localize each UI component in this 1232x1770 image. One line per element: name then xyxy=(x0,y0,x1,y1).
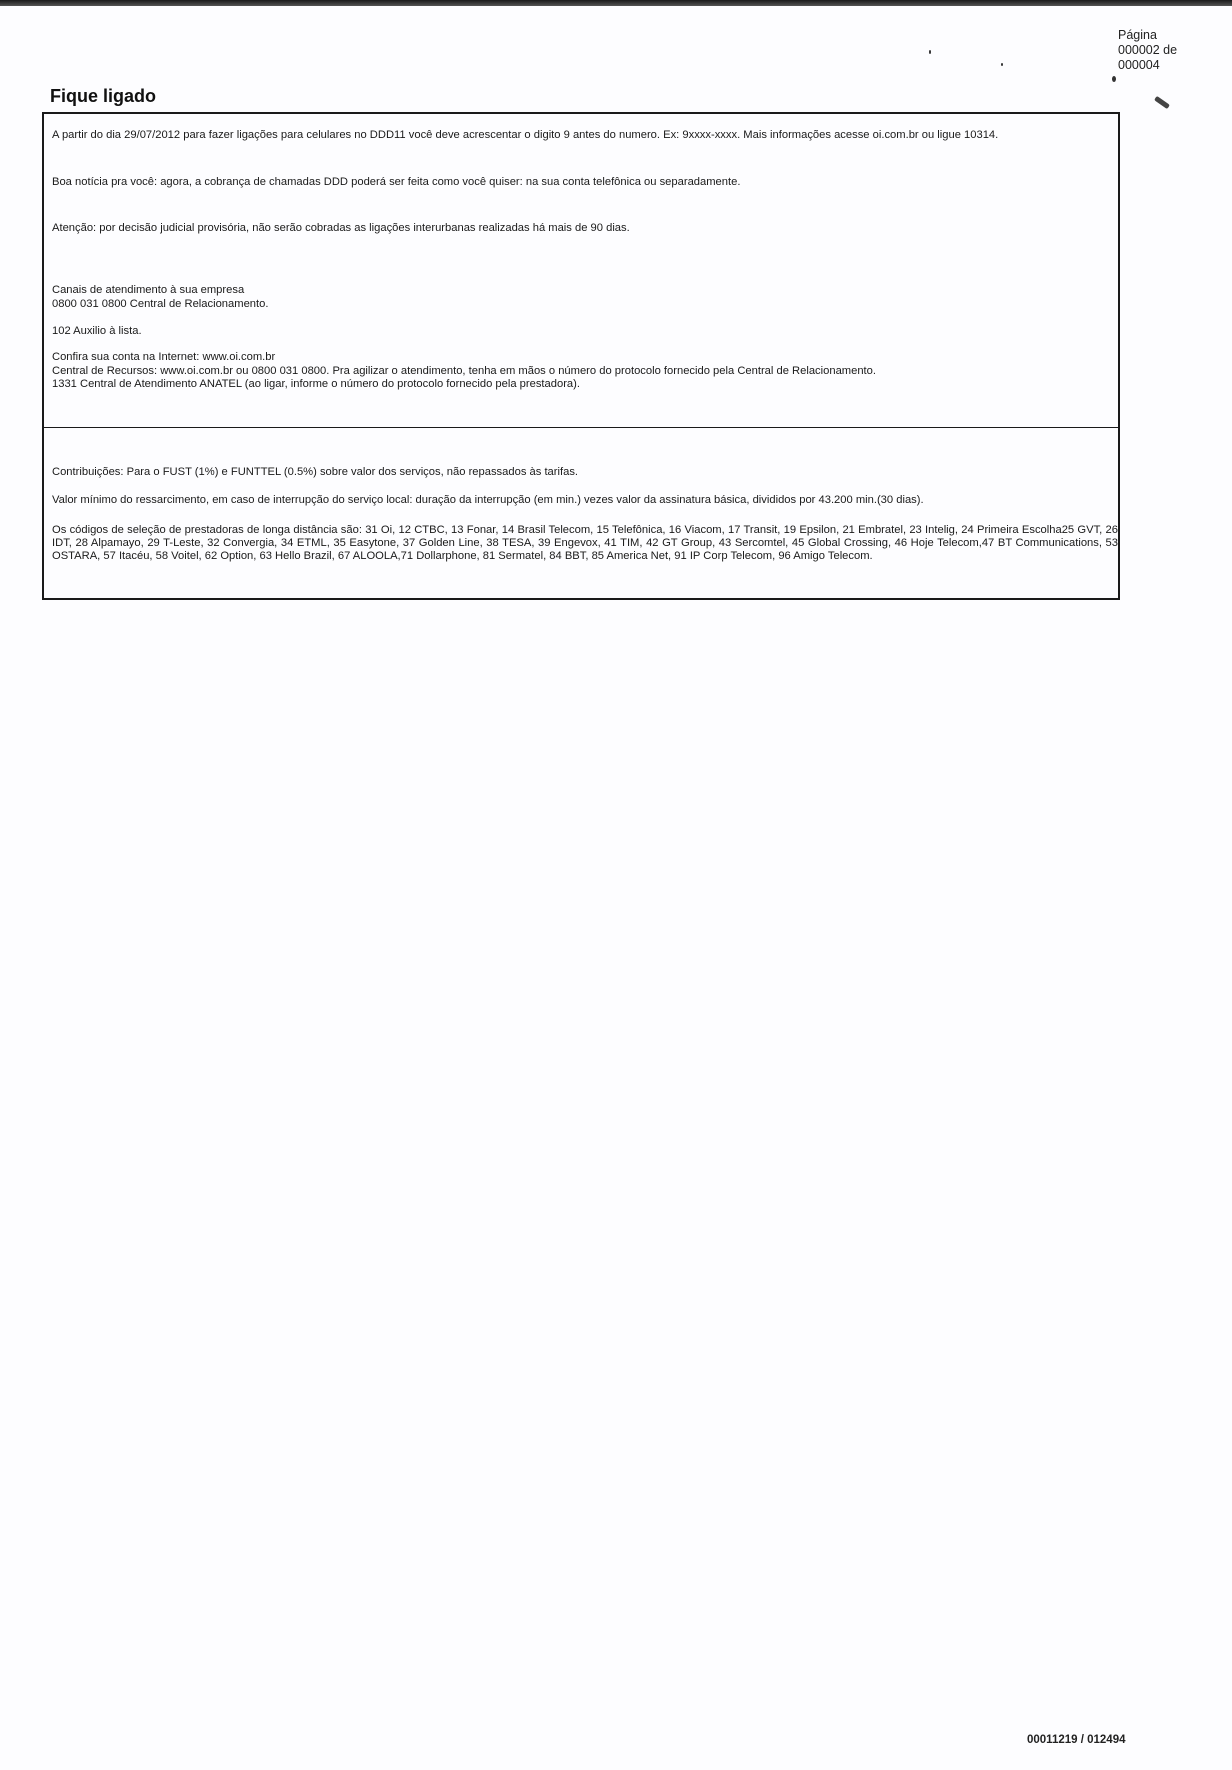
scan-top-edge xyxy=(0,0,1232,6)
scan-speck xyxy=(1112,76,1116,82)
resource-center: Central de Recursos: www.oi.com.br ou 0800 031 0800. Pra agilizar o atendimento, tenha em mãos o número do protocolo fornecido pela Central de Relacionamento. xyxy=(52,365,876,377)
anatel-notice: 1331 Central de Atendimento ANATEL (ao ligar, informe o número do protocolo fornecido pela prestadora). xyxy=(52,378,580,390)
carrier-codes-text: Os códigos de seleção de prestadoras de longa distância são: 31 Oi, 12 CTBC, 13 Fonar, 14 Brasil Telecom, 15 Telefônica, 16 Viacom, 17 Transit, 19 Epsilon, 21 Embratel, 23 Intelig, 24 Primeira Escolha25 GVT, 26 IDT, 28 Alpamayo, 29 T-Leste, 32 Convergia, 34 ETML, 35 Easytone, 37 Golden Line, 38 TESA, 39 Engevox, 41 TIM, 42 GT Group, 43 Sercomtel, 45 Global Crossing, 46 Hoje Telecom,47 BT Communications, 53 OSTARA, 57 Itacéu, 58 Voitel, 62 Option, 63 Hello Brazil, 67 ALOOLA,71 Dollarphone, 81 Sermatel, 84 BBT, 85 America Net, 91 IP Corp Telecom, 96 Amigo Telecom. xyxy=(52,524,1118,562)
scan-speck xyxy=(1001,63,1003,66)
ddd11-notice: A partir do dia 29/07/2012 para fazer ligações para celulares no DDD11 você deve acrescentar o digito 9 antes do numero. Ex: 9xxxx-xxxx. Mais informações acesse oi.com.br ou ligue 10314. xyxy=(52,129,999,141)
billing-notice: Boa notícia pra você: agora, a cobrança de chamadas DDD poderá ser feita como você quiser: na sua conta telefônica ou separadamente. xyxy=(52,176,741,188)
reimbursement-text: Valor mínimo do ressarcimento, em caso de interrupção do serviço local: duração da interrupção (em min.) vezes valor da assinatura básica, divididos por 43.200 min.(30 dias). xyxy=(52,494,924,506)
section-title: Fique ligado xyxy=(50,86,156,106)
page-label: Página xyxy=(1118,28,1157,42)
online-bill: Confira sua conta na Internet: www.oi.com.br xyxy=(52,351,276,363)
document-code: 00011219 / 012494 xyxy=(1027,1734,1126,1746)
scan-speck xyxy=(929,50,931,54)
channels-phone: 0800 031 0800 Central de Relacionamento. xyxy=(52,298,269,310)
judicial-notice: Atenção: por decisão judicial provisória, não serão cobradas as ligações interurbanas realizadas há mais de 90 dias. xyxy=(52,222,630,234)
directory-assistance: 102 Auxilio à lista. xyxy=(52,325,142,337)
page-total: 000004 xyxy=(1118,58,1160,72)
contributions-text: Contribuições: Para o FUST (1%) e FUNTTEL (0.5%) sobre valor dos serviços, não repassados às tarifas. xyxy=(52,466,579,478)
scan-speck xyxy=(1154,96,1170,109)
channels-title: Canais de atendimento à sua empresa xyxy=(52,284,245,296)
info-box xyxy=(42,427,1120,600)
page-number xyxy=(1118,28,1177,73)
notices-box xyxy=(42,112,1120,428)
page-current: 000002 de xyxy=(1118,43,1178,57)
